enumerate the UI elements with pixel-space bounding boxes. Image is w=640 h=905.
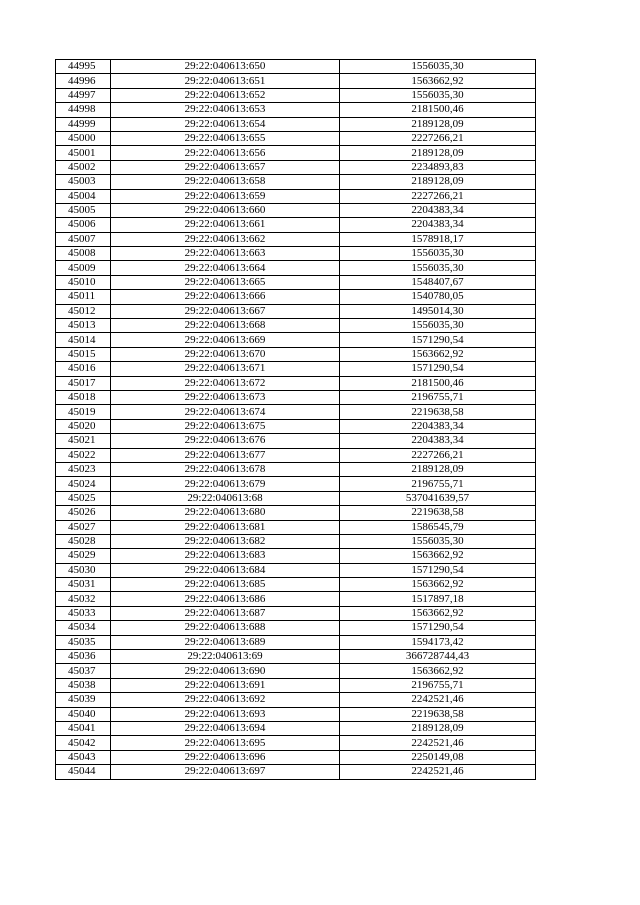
row-number-cell: 45030 <box>56 563 111 577</box>
cadastral-number-cell: 29:22:040613:69 <box>111 650 340 664</box>
row-number-cell: 45035 <box>56 635 111 649</box>
cadastral-number-cell: 29:22:040613:682 <box>111 534 340 548</box>
table-row <box>56 218 536 232</box>
row-number-cell: 45044 <box>56 765 111 779</box>
cadastral-number-cell: 29:22:040613:696 <box>111 750 340 764</box>
cadastral-value-cell: 2204383,34 <box>340 218 536 232</box>
table-row <box>56 534 536 548</box>
cadastral-number-cell: 29:22:040613:676 <box>111 434 340 448</box>
cadastral-value-cell: 1495014,30 <box>340 304 536 318</box>
table-row <box>56 721 536 735</box>
cadastral-number-cell: 29:22:040613:664 <box>111 261 340 275</box>
cadastral-value-cell: 2204383,34 <box>340 434 536 448</box>
cadastral-value-cell: 1571290,54 <box>340 333 536 347</box>
row-number-cell: 45042 <box>56 736 111 750</box>
cadastral-number-cell: 29:22:040613:667 <box>111 304 340 318</box>
cadastral-number-cell: 29:22:040613:686 <box>111 592 340 606</box>
table-row <box>56 103 536 117</box>
cadastral-number-cell: 29:22:040613:655 <box>111 131 340 145</box>
cadastral-value-cell: 2189128,09 <box>340 175 536 189</box>
cadastral-number-cell: 29:22:040613:663 <box>111 247 340 261</box>
cadastral-value-cell: 1571290,54 <box>340 621 536 635</box>
table-row <box>56 232 536 246</box>
cadastral-number-cell: 29:22:040613:689 <box>111 635 340 649</box>
table-row <box>56 175 536 189</box>
cadastral-value-cell: 2227266,21 <box>340 448 536 462</box>
row-number-cell: 45031 <box>56 578 111 592</box>
cadastral-number-cell: 29:22:040613:675 <box>111 419 340 433</box>
cadastral-number-cell: 29:22:040613:659 <box>111 189 340 203</box>
row-number-cell: 45043 <box>56 750 111 764</box>
cadastral-number-cell: 29:22:040613:694 <box>111 721 340 735</box>
row-number-cell: 45007 <box>56 232 111 246</box>
cadastral-value-cell: 1556035,30 <box>340 88 536 102</box>
table-row <box>56 434 536 448</box>
cadastral-value-cell: 1563662,92 <box>340 347 536 361</box>
cadastral-number-cell: 29:22:040613:688 <box>111 621 340 635</box>
cadastral-value-cell: 2219638,58 <box>340 707 536 721</box>
table-row <box>56 606 536 620</box>
cadastral-value-cell: 1556035,30 <box>340 247 536 261</box>
row-number-cell: 45017 <box>56 376 111 390</box>
table-row <box>56 376 536 390</box>
row-number-cell: 45014 <box>56 333 111 347</box>
table-row <box>56 592 536 606</box>
cadastral-value-cell: 1578918,17 <box>340 232 536 246</box>
cadastral-value-cell: 1517897,18 <box>340 592 536 606</box>
table-row <box>56 549 536 563</box>
table-row <box>56 362 536 376</box>
row-number-cell: 45011 <box>56 290 111 304</box>
table-row <box>56 347 536 361</box>
table-row <box>56 131 536 145</box>
row-number-cell: 45009 <box>56 261 111 275</box>
cadastral-number-cell: 29:22:040613:674 <box>111 405 340 419</box>
table-row <box>56 736 536 750</box>
cadastral-number-cell: 29:22:040613:697 <box>111 765 340 779</box>
cadastral-number-cell: 29:22:040613:666 <box>111 290 340 304</box>
table-row <box>56 765 536 779</box>
cadastral-value-cell: 1563662,92 <box>340 74 536 88</box>
table-row <box>56 578 536 592</box>
cadastral-number-cell: 29:22:040613:678 <box>111 462 340 476</box>
cadastral-number-cell: 29:22:040613:662 <box>111 232 340 246</box>
cadastral-number-cell: 29:22:040613:687 <box>111 606 340 620</box>
cadastral-value-cell: 1563662,92 <box>340 664 536 678</box>
cadastral-value-cell: 2189128,09 <box>340 721 536 735</box>
row-number-cell: 45000 <box>56 131 111 145</box>
table-row <box>56 693 536 707</box>
row-number-cell: 45004 <box>56 189 111 203</box>
row-number-cell: 45039 <box>56 693 111 707</box>
cadastral-number-cell: 29:22:040613:661 <box>111 218 340 232</box>
row-number-cell: 45038 <box>56 678 111 692</box>
cadastral-number-cell: 29:22:040613:693 <box>111 707 340 721</box>
cadastral-number-cell: 29:22:040613:673 <box>111 390 340 404</box>
table-row <box>56 319 536 333</box>
cadastral-number-cell: 29:22:040613:685 <box>111 578 340 592</box>
table-row <box>56 750 536 764</box>
cadastral-number-cell: 29:22:040613:671 <box>111 362 340 376</box>
cadastral-number-cell: 29:22:040613:684 <box>111 563 340 577</box>
row-number-cell: 44997 <box>56 88 111 102</box>
row-number-cell: 45041 <box>56 721 111 735</box>
table-body <box>56 60 536 780</box>
table-row <box>56 621 536 635</box>
table-row <box>56 707 536 721</box>
cadastral-value-cell: 2242521,46 <box>340 693 536 707</box>
table-row <box>56 203 536 217</box>
row-number-cell: 45010 <box>56 275 111 289</box>
row-number-cell: 45013 <box>56 319 111 333</box>
table-row <box>56 405 536 419</box>
cadastral-number-cell: 29:22:040613:665 <box>111 275 340 289</box>
cadastral-number-cell: 29:22:040613:660 <box>111 203 340 217</box>
cadastral-number-cell: 29:22:040613:670 <box>111 347 340 361</box>
cadastral-number-cell: 29:22:040613:680 <box>111 506 340 520</box>
cadastral-value-cell: 1563662,92 <box>340 549 536 563</box>
cadastral-value-cell: 2196755,71 <box>340 678 536 692</box>
row-number-cell: 45008 <box>56 247 111 261</box>
cadastral-value-cell: 2219638,58 <box>340 506 536 520</box>
row-number-cell: 45020 <box>56 419 111 433</box>
table-row <box>56 304 536 318</box>
row-number-cell: 45012 <box>56 304 111 318</box>
cadastral-number-cell: 29:22:040613:677 <box>111 448 340 462</box>
cadastral-value-cell: 1563662,92 <box>340 578 536 592</box>
table-row <box>56 448 536 462</box>
row-number-cell: 45036 <box>56 650 111 664</box>
cadastral-value-cell: 1556035,30 <box>340 261 536 275</box>
table-row <box>56 146 536 160</box>
cadastral-number-cell: 29:22:040613:695 <box>111 736 340 750</box>
cadastral-value-cell: 1571290,54 <box>340 362 536 376</box>
row-number-cell: 45025 <box>56 491 111 505</box>
table-row <box>56 419 536 433</box>
row-number-cell: 45034 <box>56 621 111 635</box>
table-row <box>56 635 536 649</box>
cadastral-value-cell: 1563662,92 <box>340 606 536 620</box>
table-row <box>56 520 536 534</box>
cadastral-number-cell: 29:22:040613:651 <box>111 74 340 88</box>
row-number-cell: 45032 <box>56 592 111 606</box>
table-row <box>56 650 536 664</box>
cadastral-value-cell: 2227266,21 <box>340 189 536 203</box>
cadastral-value-cell: 1548407,67 <box>340 275 536 289</box>
table-row <box>56 563 536 577</box>
cadastral-number-cell: 29:22:040613:650 <box>111 60 340 74</box>
cadastral-value-cell: 2189128,09 <box>340 146 536 160</box>
row-number-cell: 45027 <box>56 520 111 534</box>
cadastral-value-cell: 2242521,46 <box>340 765 536 779</box>
row-number-cell: 45018 <box>56 390 111 404</box>
row-number-cell: 45023 <box>56 462 111 476</box>
cadastral-number-cell: 29:22:040613:692 <box>111 693 340 707</box>
row-number-cell: 44998 <box>56 103 111 117</box>
cadastral-value-cell: 537041639,57 <box>340 491 536 505</box>
cadastral-value-cell: 2189128,09 <box>340 117 536 131</box>
cadastral-value-cell: 366728744,43 <box>340 650 536 664</box>
row-number-cell: 45001 <box>56 146 111 160</box>
row-number-cell: 44999 <box>56 117 111 131</box>
table-row <box>56 261 536 275</box>
table-row <box>56 275 536 289</box>
row-number-cell: 45016 <box>56 362 111 376</box>
row-number-cell: 45022 <box>56 448 111 462</box>
cadastral-value-cell: 1594173,42 <box>340 635 536 649</box>
cadastral-value-cell: 2219638,58 <box>340 405 536 419</box>
cadastral-number-cell: 29:22:040613:679 <box>111 477 340 491</box>
cadastral-value-cell: 2181500,46 <box>340 103 536 117</box>
cadastral-value-cell: 1571290,54 <box>340 563 536 577</box>
table-row <box>56 333 536 347</box>
table-row <box>56 506 536 520</box>
table-row <box>56 491 536 505</box>
row-number-cell: 45006 <box>56 218 111 232</box>
table-row <box>56 117 536 131</box>
row-number-cell: 45033 <box>56 606 111 620</box>
table-row <box>56 189 536 203</box>
cadastral-value-cell: 1556035,30 <box>340 319 536 333</box>
row-number-cell: 45021 <box>56 434 111 448</box>
cadastral-value-cell: 1556035,30 <box>340 534 536 548</box>
cadastral-number-cell: 29:22:040613:672 <box>111 376 340 390</box>
cadastral-number-cell: 29:22:040613:690 <box>111 664 340 678</box>
cadastral-number-cell: 29:22:040613:656 <box>111 146 340 160</box>
cadastral-number-cell: 29:22:040613:653 <box>111 103 340 117</box>
cadastral-value-table <box>55 59 536 780</box>
table-row <box>56 247 536 261</box>
row-number-cell: 44995 <box>56 60 111 74</box>
cadastral-number-cell: 29:22:040613:669 <box>111 333 340 347</box>
row-number-cell: 45002 <box>56 160 111 174</box>
cadastral-value-cell: 1540780,05 <box>340 290 536 304</box>
table-row <box>56 462 536 476</box>
table-row <box>56 74 536 88</box>
row-number-cell: 45037 <box>56 664 111 678</box>
cadastral-number-cell: 29:22:040613:681 <box>111 520 340 534</box>
row-number-cell: 45028 <box>56 534 111 548</box>
row-number-cell: 45029 <box>56 549 111 563</box>
cadastral-number-cell: 29:22:040613:668 <box>111 319 340 333</box>
row-number-cell: 44996 <box>56 74 111 88</box>
cadastral-value-cell: 2227266,21 <box>340 131 536 145</box>
row-number-cell: 45005 <box>56 203 111 217</box>
table-row <box>56 60 536 74</box>
table-row <box>56 678 536 692</box>
cadastral-number-cell: 29:22:040613:691 <box>111 678 340 692</box>
row-number-cell: 45024 <box>56 477 111 491</box>
row-number-cell: 45040 <box>56 707 111 721</box>
cadastral-value-cell: 1586545,79 <box>340 520 536 534</box>
cadastral-number-cell: 29:22:040613:652 <box>111 88 340 102</box>
cadastral-value-cell: 2242521,46 <box>340 736 536 750</box>
table-row <box>56 390 536 404</box>
table-row <box>56 290 536 304</box>
table-row <box>56 664 536 678</box>
cadastral-number-cell: 29:22:040613:657 <box>111 160 340 174</box>
cadastral-number-cell: 29:22:040613:654 <box>111 117 340 131</box>
cadastral-value-cell: 2204383,34 <box>340 419 536 433</box>
cadastral-number-cell: 29:22:040613:683 <box>111 549 340 563</box>
table-row <box>56 160 536 174</box>
table-row <box>56 88 536 102</box>
cadastral-number-cell: 29:22:040613:658 <box>111 175 340 189</box>
cadastral-value-cell: 1556035,30 <box>340 60 536 74</box>
cadastral-value-cell: 2196755,71 <box>340 477 536 491</box>
cadastral-value-cell: 2189128,09 <box>340 462 536 476</box>
cadastral-value-cell: 2181500,46 <box>340 376 536 390</box>
cadastral-value-cell: 2204383,34 <box>340 203 536 217</box>
row-number-cell: 45026 <box>56 506 111 520</box>
cadastral-value-cell: 2250149,08 <box>340 750 536 764</box>
row-number-cell: 45019 <box>56 405 111 419</box>
table-row <box>56 477 536 491</box>
row-number-cell: 45003 <box>56 175 111 189</box>
row-number-cell: 45015 <box>56 347 111 361</box>
cadastral-number-cell: 29:22:040613:68 <box>111 491 340 505</box>
cadastral-value-cell: 2234893,83 <box>340 160 536 174</box>
cadastral-value-cell: 2196755,71 <box>340 390 536 404</box>
